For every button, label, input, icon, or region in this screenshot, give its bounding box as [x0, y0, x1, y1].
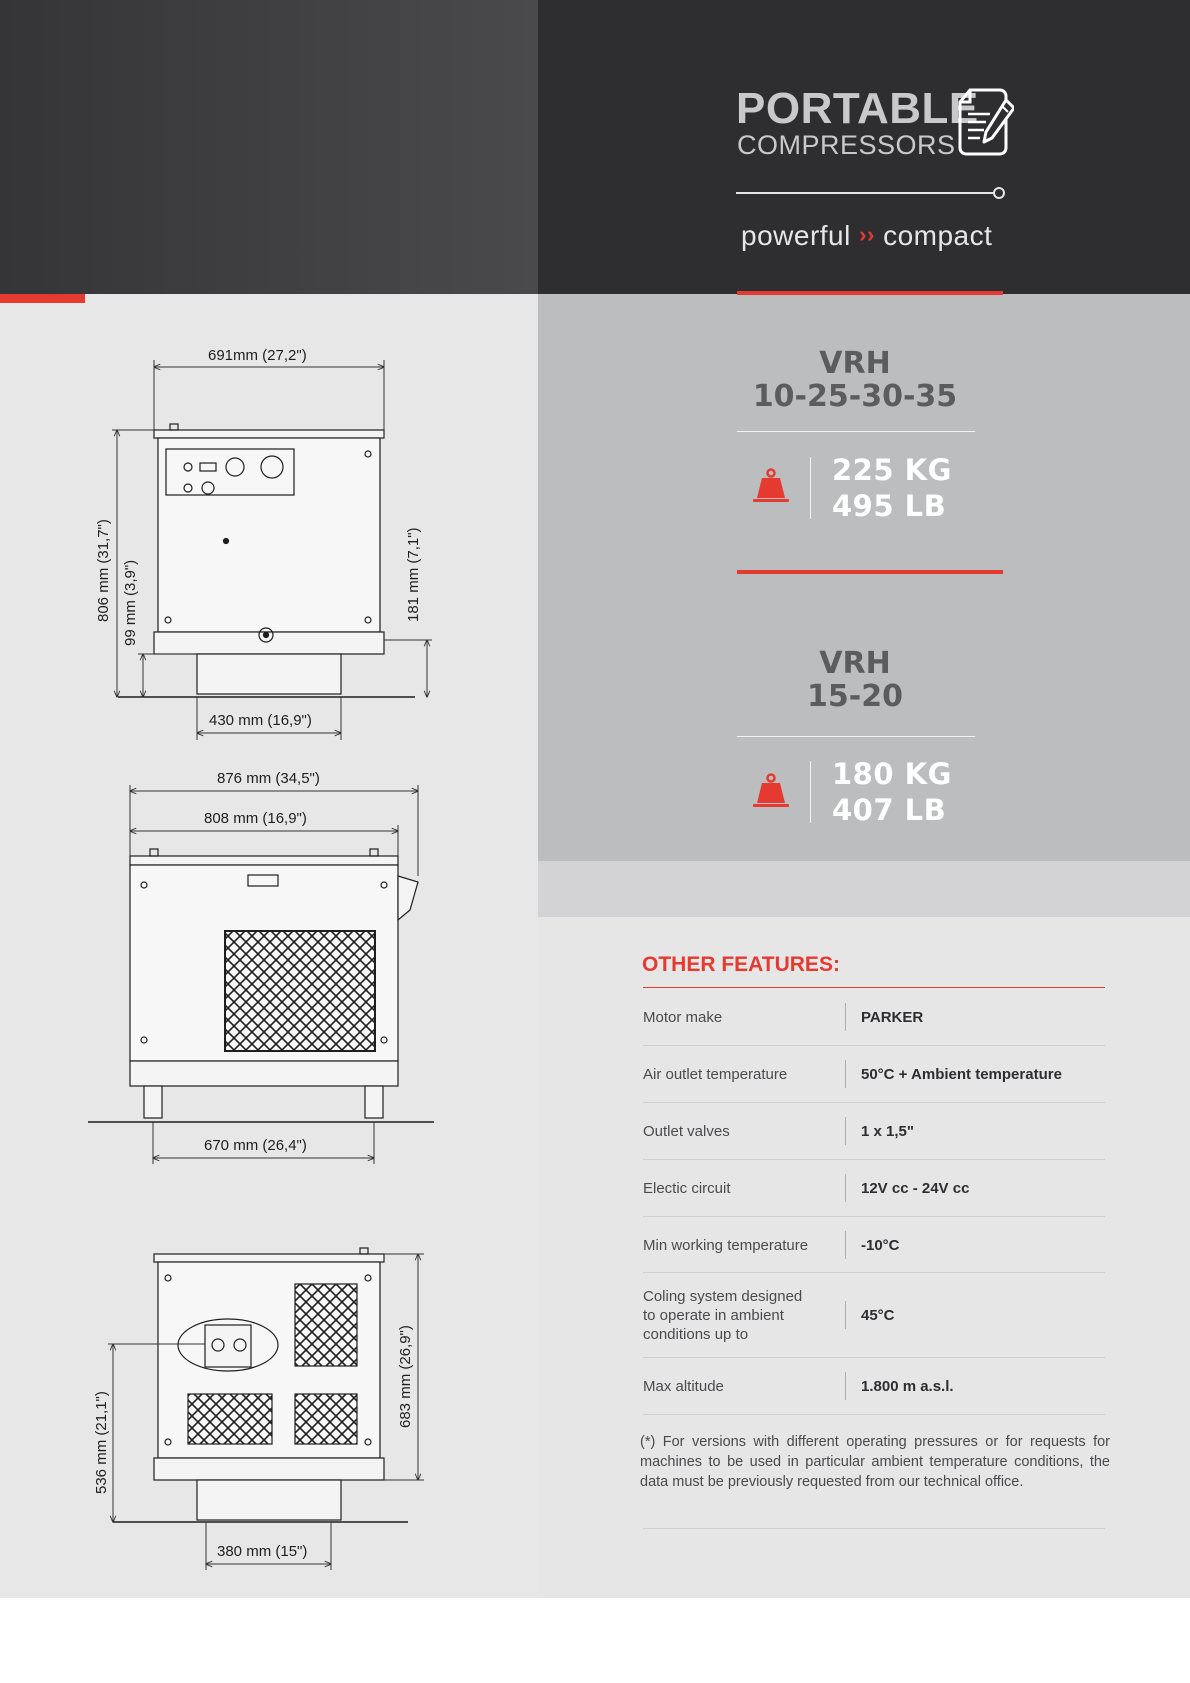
- feature-value: 1 x 1,5": [861, 1123, 914, 1140]
- model-1-series: VRH: [819, 346, 891, 381]
- front-view-drawing: [118, 424, 415, 697]
- model-2-weight: [832, 756, 952, 828]
- side-view-drawing: [88, 849, 434, 1122]
- footnote: (*) For versions with different operating pressures or for requests for machines to be used in particular ambient temperature conditions, the data must be previously requested from our technical office.: [640, 1434, 1110, 1490]
- model-1-name: [675, 347, 1035, 413]
- feature-label: Coling system designed to operate in ambient conditions up to: [643, 1288, 803, 1343]
- chevron-right-icon: ››: [859, 222, 875, 247]
- feature-label: Motor make: [643, 1009, 723, 1026]
- model-2-divider: [737, 736, 975, 737]
- side-length-feet-label: 670 mm (26,4"): [204, 1137, 307, 1154]
- back-width-base-label: 380 mm (15"): [217, 1543, 308, 1560]
- front-width-top-label: 691mm (27,2"): [208, 347, 307, 364]
- feature-row: [643, 1103, 1105, 1160]
- feature-separator: [845, 1301, 846, 1329]
- weight-separator: [810, 457, 811, 519]
- feature-label: Min working temperature: [643, 1237, 809, 1254]
- feature-separator: [845, 1060, 846, 1088]
- footnote-underline: [643, 1528, 1105, 1529]
- weight-icon: [751, 773, 791, 813]
- feature-separator: [845, 1117, 846, 1145]
- logo-divider-line: [736, 192, 998, 194]
- model-1-divider: [737, 431, 975, 432]
- tagline-right: compact: [883, 220, 993, 251]
- weight-icon: [751, 468, 791, 508]
- feature-label: Electic circuit: [643, 1180, 731, 1197]
- logo-title: PORTABLE: [736, 84, 979, 133]
- model-2-weight-lb: 407 LB: [832, 793, 947, 827]
- header-left-panel: [0, 0, 538, 294]
- feature-separator: [845, 1372, 846, 1400]
- features-title: OTHER FEATURES:: [642, 953, 840, 976]
- weight-separator: [810, 761, 811, 823]
- back-height-left-label: 536 mm (21,1"): [93, 1391, 110, 1494]
- front-height-total-label: 806 mm (31,7"): [95, 519, 112, 622]
- tagline: [741, 220, 992, 252]
- model-2-name: [675, 647, 1035, 713]
- front-height-right-label: 181 mm (7,1"): [405, 527, 422, 622]
- model-2-series: VRH: [819, 646, 891, 681]
- feature-separator: [845, 1003, 846, 1031]
- header-accent-line: [737, 291, 1003, 295]
- model-1-weight-kg: 225 KG: [832, 453, 952, 487]
- features-title-underline: [643, 987, 1105, 988]
- front-width-base-label: 430 mm (16,9"): [209, 712, 312, 729]
- feature-label: Air outlet temperature: [643, 1066, 788, 1083]
- side-length-body-label: 808 mm (16,9"): [204, 810, 307, 827]
- tagline-left: powerful: [741, 220, 851, 251]
- feature-label: Outlet valves: [643, 1123, 730, 1140]
- feature-value: 50°C + Ambient temperature: [861, 1066, 1062, 1083]
- model-1-variants: 10-25-30-35: [752, 379, 958, 414]
- divider-strip: [538, 861, 1190, 917]
- feature-value: 45°C: [861, 1307, 895, 1324]
- feature-value: PARKER: [861, 1009, 924, 1026]
- feature-row: [643, 1160, 1105, 1217]
- model-1-weight-lb: 495 LB: [832, 489, 947, 523]
- back-view-drawing: [113, 1248, 408, 1522]
- feature-row: [643, 1217, 1105, 1273]
- back-height-right-label: 683 mm (26,9"): [397, 1325, 414, 1428]
- side-length-total-label: 876 mm (34,5"): [217, 770, 320, 787]
- feature-value: 1.800 m a.s.l.: [861, 1378, 954, 1395]
- feature-separator: [845, 1174, 846, 1202]
- model-1-weight: [832, 452, 952, 524]
- feature-value: 12V cc - 24V cc: [861, 1180, 970, 1197]
- feature-row: [643, 1046, 1105, 1103]
- models-accent-line: [737, 570, 1003, 574]
- feature-label: Max altitude: [643, 1378, 724, 1395]
- feature-separator: [845, 1231, 846, 1259]
- feature-row: [643, 1273, 1105, 1358]
- feature-row: [643, 989, 1105, 1046]
- document-pen-icon: [956, 86, 1014, 163]
- logo-divider-dot: [993, 187, 1005, 199]
- logo-subtitle: COMPRESSORS: [737, 130, 956, 160]
- model-2-weight-kg: 180 KG: [832, 757, 952, 791]
- feature-row: [643, 1358, 1105, 1415]
- model-2-variants: 15-20: [807, 679, 903, 714]
- technical-drawings: [0, 294, 538, 1598]
- front-height-base-label: 99 mm (3,9"): [122, 559, 139, 646]
- feature-value: -10°C: [861, 1237, 900, 1254]
